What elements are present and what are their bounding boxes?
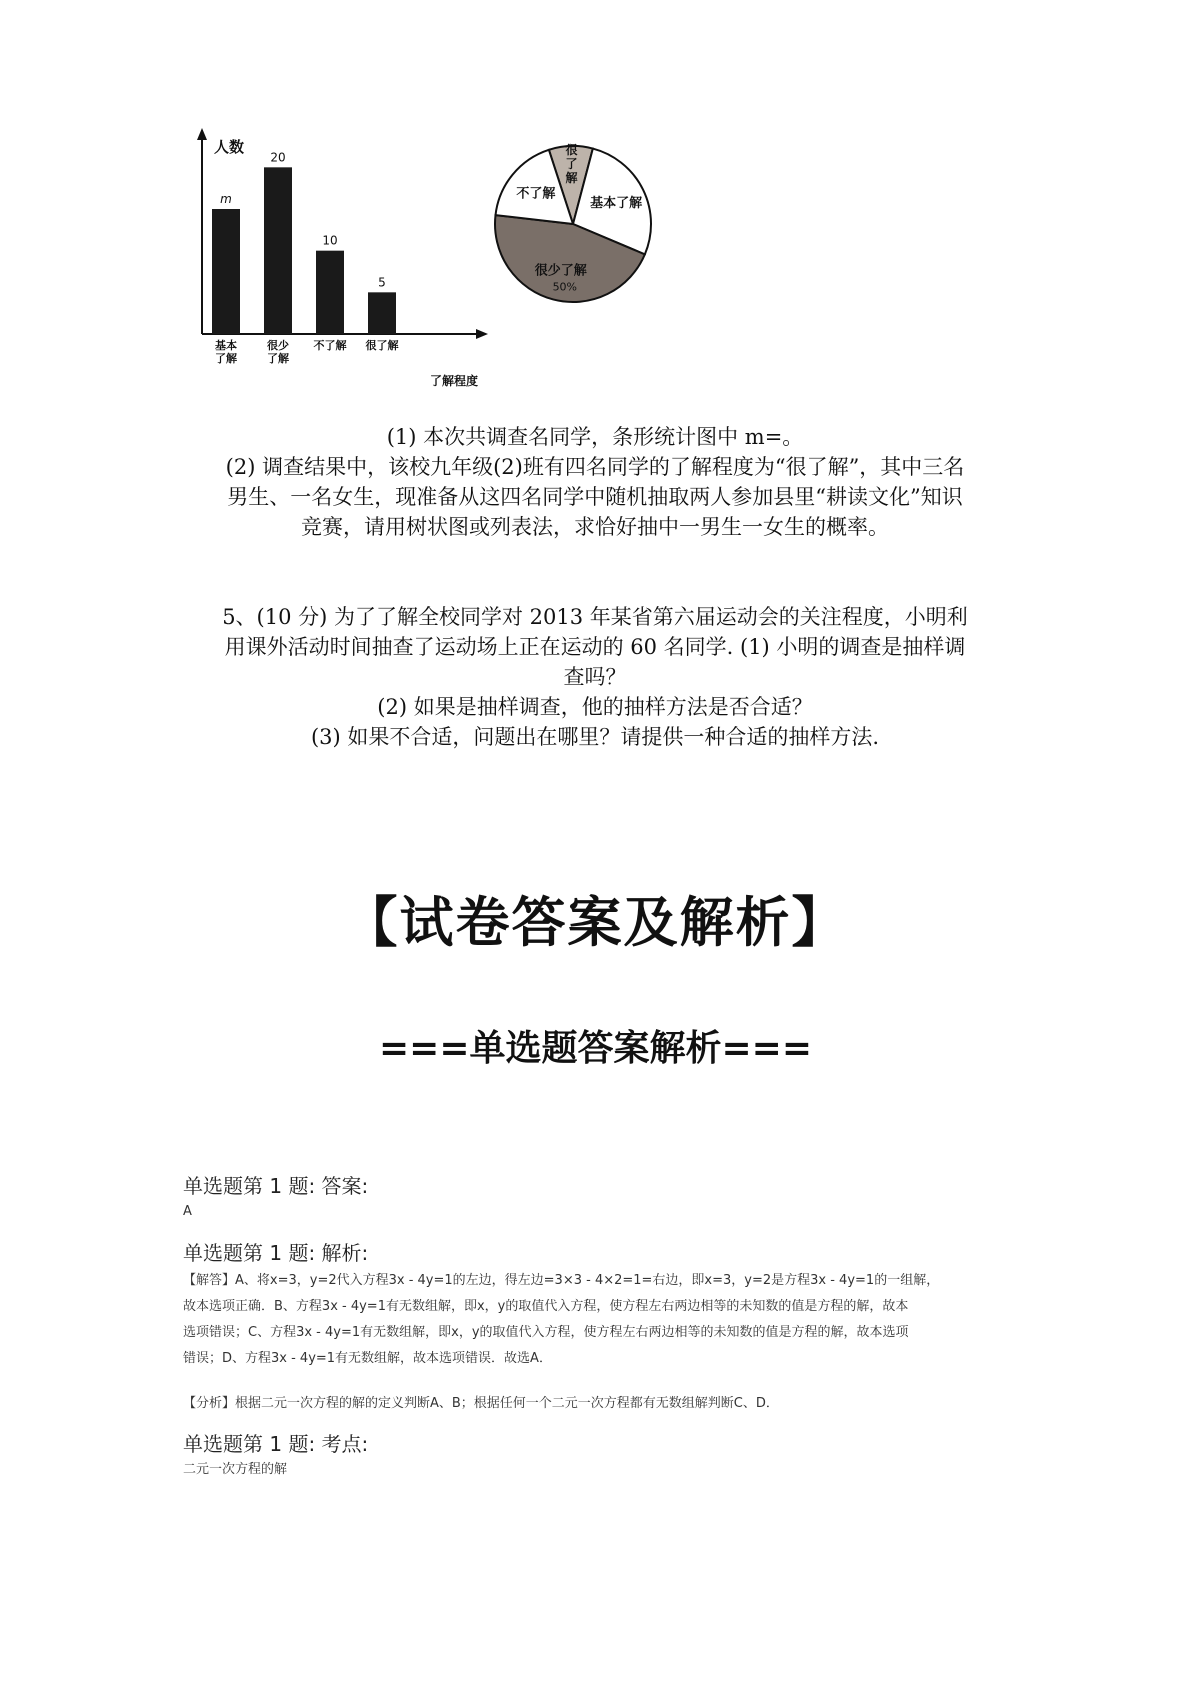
pie-sublabel: 50% <box>552 280 578 294</box>
bar-value-label-0: m <box>220 192 232 206</box>
bar-y-arrow <box>197 128 207 140</box>
q1-analysis-line-1: 【解答】A、将x=3，y=2代入方程3x - 4y=1的左边，得左边=3×3 - 4×2=1=右边，即x=3，y=2是方程3x - 4y=1的一组解， <box>183 1273 940 1288</box>
pie-label-0-char-2: 解 <box>565 171 578 186</box>
bar-tick-label-0-1: 了解 <box>215 352 237 365</box>
pie-chart-plot <box>495 142 651 302</box>
bar-2 <box>316 251 344 334</box>
bar-1 <box>264 167 292 334</box>
bar-chart-plot <box>197 128 488 365</box>
q1-analysis-block <box>183 1268 1033 1372</box>
q1-answer: A <box>183 1204 192 1219</box>
bar-0 <box>212 209 240 334</box>
bar-tick-label-2-0: 不了解 <box>313 339 347 352</box>
bar-tick-label-3-0: 很了解 <box>365 339 399 352</box>
pie-label-0-char-1: 了 <box>565 157 578 172</box>
bar-tick-label-1-0: 很少 <box>267 339 289 352</box>
bar-chart-xlabel: 了解程度 <box>430 374 479 388</box>
q1-analysis-line-3: 选项错误；C、方程3x - 4y=1有无数组解，即x，y的取值代入方程，使方程左右两边相等的未知数的值是方程的解，故本选项 <box>183 1325 909 1340</box>
q1-kaodian-heading: 单选题第 1 题: 考点: <box>183 1432 369 1456</box>
q1-analysis-heading: 单选题第 1 题: 解析: <box>183 1241 369 1265</box>
pie-chart <box>480 140 680 310</box>
q1-answer-heading: 单选题第 1 题: 答案: <box>183 1174 369 1198</box>
q5-line-4: (2) 如果是抽样调查，他的抽样方法是否合适？ <box>377 695 813 719</box>
q4-line-3: 男生、一名女生，现准备从这四名同学中随机抽取两人参加县里“耕读文化”知识 <box>227 485 963 509</box>
bar-value-label-1: 20 <box>270 150 286 165</box>
q1-fenxi: 【分析】根据二元一次方程的解的定义判断A、B；根据任何一个二元一次方程都有无数组解判断C、D． <box>183 1396 779 1411</box>
q1-analysis-line-2: 故本选项正确．B、方程3x - 4y=1有无数组解，即x，y的取值代入方程，使方程左右两边相等的未知数的值是方程的解，故本 <box>183 1299 909 1314</box>
pie-label-1: 基本了解 <box>590 195 643 211</box>
bar-value-label-2: 10 <box>322 233 338 248</box>
q5-line-5: (3) 如果不合适，问题出在哪里？请提供一种合适的抽样方法. <box>310 725 880 749</box>
bar-tick-label-0-0: 基本 <box>215 339 237 352</box>
bar-3 <box>368 292 396 334</box>
q4-block <box>150 422 1040 542</box>
answers-title: 【试卷答案及解析】 <box>343 891 848 954</box>
q5-line-2: 用课外活动时间抽查了运动场上正在运动的 60 名同学. (1) 小明的调查是抽样调 <box>224 635 966 659</box>
pie-label-2: 很少了解 <box>534 263 587 279</box>
q1-kaodian: 二元一次方程的解 <box>183 1462 288 1477</box>
q5-block <box>150 602 1040 752</box>
bar-chart-ylabel: 人数 <box>214 138 245 156</box>
q4-line-4: 竞赛，请用树状图或列表法，求恰好抽中一男生一女生的概率。 <box>301 515 889 539</box>
bar-x-arrow <box>476 329 488 339</box>
q4-line-2: (2) 调查结果中，该校九年级(2)班有四名同学的了解程度为“很了解”，其中三名 <box>225 455 965 479</box>
section-title: ===单选题答案解析=== <box>379 1028 812 1069</box>
q5-line-1: 5、(10 分) 为了了解全校同学对 2013 年某省第六届运动会的关注程度，小明利 <box>222 605 968 629</box>
q1-analysis-line-4: 错误；D、方程3x - 4y=1有无数组解，故本选项错误．故选A． <box>183 1351 552 1366</box>
bar-value-label-3: 5 <box>378 275 386 290</box>
bar-tick-label-1-1: 了解 <box>267 352 289 365</box>
q5-line-3: 查吗？ <box>563 665 627 689</box>
pie-label-0-char-0: 很 <box>565 143 578 158</box>
pie-label-3: 不了解 <box>516 186 556 202</box>
q4-line-1: (1) 本次共调查名同学，条形统计图中 m=。 <box>386 425 804 449</box>
